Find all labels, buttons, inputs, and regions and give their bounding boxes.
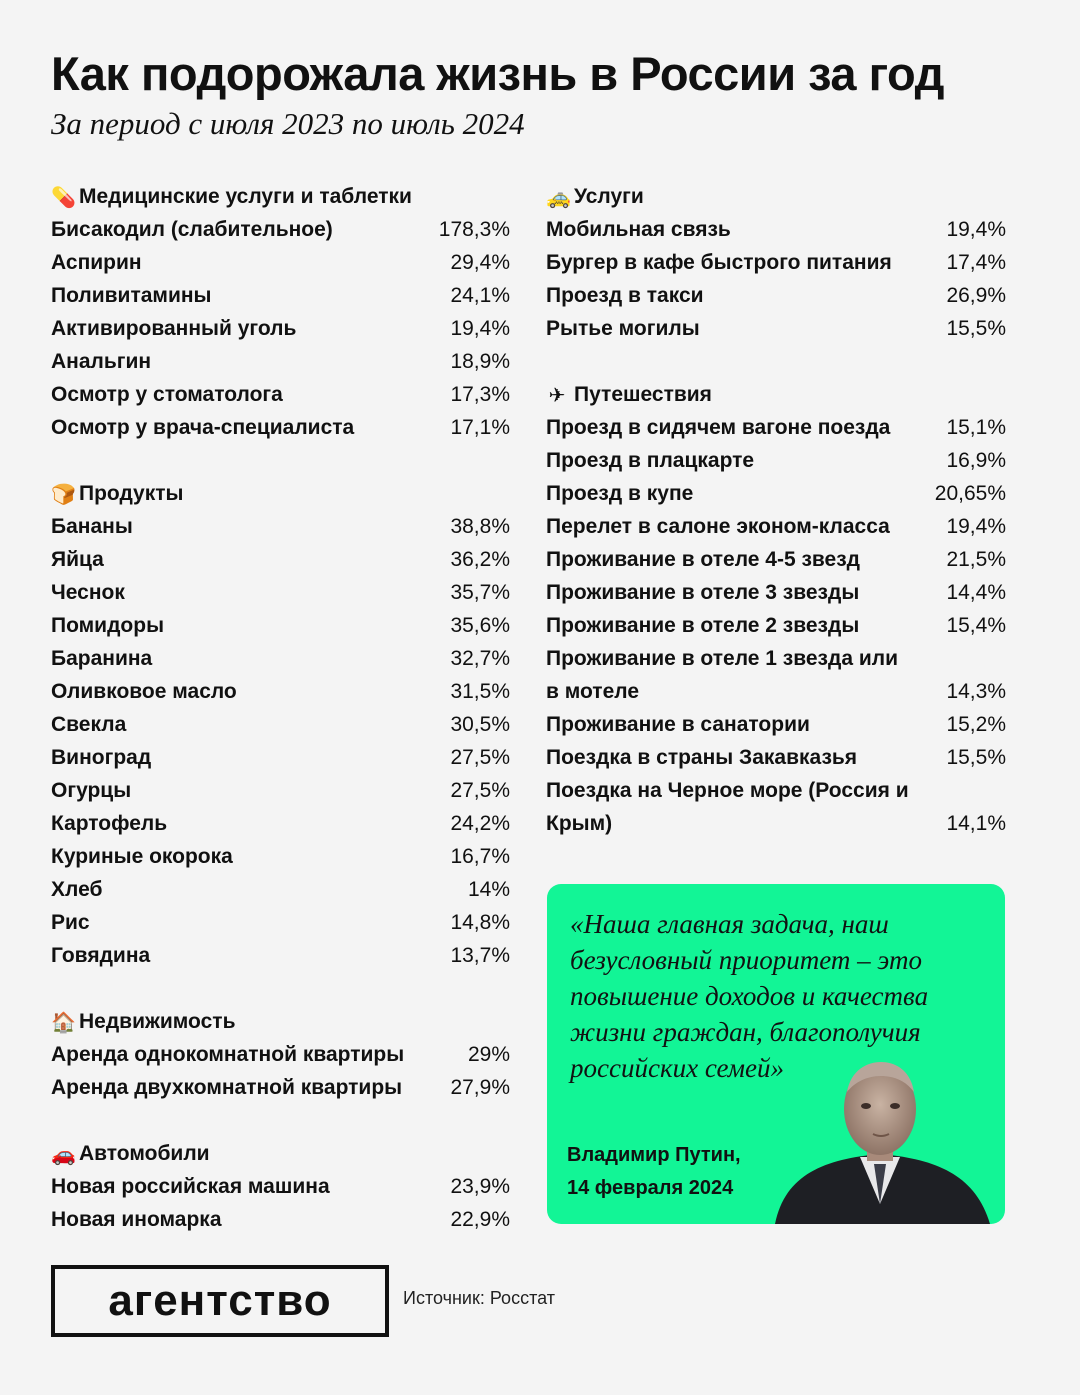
house-icon: 🏠 xyxy=(51,1009,76,1034)
item-value: 14% xyxy=(467,878,510,901)
list-item xyxy=(546,543,1006,576)
agency-logo: агентство xyxy=(51,1265,389,1337)
item-name: Оливковое масло xyxy=(51,680,237,703)
list-item xyxy=(51,840,510,873)
section-title: Автомобили xyxy=(79,1141,210,1165)
list-item xyxy=(51,543,510,576)
section-heading xyxy=(546,180,1006,213)
section-car xyxy=(51,1137,510,1236)
list-item xyxy=(51,1038,510,1071)
item-value: 29,4% xyxy=(450,251,510,274)
list-item xyxy=(546,741,1006,774)
list-item xyxy=(51,1203,510,1236)
item-name: Рис xyxy=(51,911,90,934)
section-heading xyxy=(51,180,510,213)
list-item xyxy=(51,939,510,972)
item-name: Баранина xyxy=(51,647,153,670)
item-value: 17,3% xyxy=(450,383,510,406)
page-title: Как подорожала жизнь в России за год xyxy=(51,47,944,100)
item-name: Говядина xyxy=(51,944,151,967)
list-item xyxy=(51,873,510,906)
item-value: 14,3% xyxy=(946,680,1006,703)
item-value: 29% xyxy=(467,1043,510,1066)
item-value: 35,7% xyxy=(450,581,510,604)
bread-icon: 🍞 xyxy=(51,481,76,506)
item-value: 19,4% xyxy=(450,317,510,340)
page-subtitle: За период с июля 2023 по июль 2024 xyxy=(51,106,525,141)
section-heading xyxy=(546,378,1006,411)
item-value: 36,2% xyxy=(450,548,510,571)
item-name: Проезд в такси xyxy=(546,284,704,307)
section-title: Медицинские услуги и таблетки xyxy=(79,184,412,208)
portrait-photo xyxy=(755,1054,1005,1224)
list-item xyxy=(51,411,510,444)
item-name: Картофель xyxy=(51,812,168,835)
item-name: Новая иномарка xyxy=(51,1208,222,1231)
section-house xyxy=(51,1005,510,1104)
item-name: Помидоры xyxy=(51,614,165,637)
list-item xyxy=(51,576,510,609)
item-value: 18,9% xyxy=(450,350,510,373)
list-item xyxy=(546,510,1006,543)
section-pill xyxy=(51,180,510,444)
section-title: Недвижимость xyxy=(79,1009,236,1033)
list-item xyxy=(546,708,1006,741)
item-value: 17,1% xyxy=(450,416,510,439)
item-value: 15,2% xyxy=(946,713,1006,736)
item-name: Свекла xyxy=(51,713,127,736)
item-value: 22,9% xyxy=(450,1208,510,1231)
item-name: Осмотр у врача-специалиста xyxy=(51,416,355,439)
item-value: 15,4% xyxy=(946,614,1006,637)
right-column xyxy=(546,180,1006,873)
list-item xyxy=(51,1071,510,1104)
list-item xyxy=(51,213,510,246)
item-name: Поездка в страны Закавказья xyxy=(546,746,858,769)
item-value: 32,7% xyxy=(450,647,510,670)
item-value: 19,4% xyxy=(946,515,1006,538)
item-name: Поливитамины xyxy=(51,284,212,307)
item-value: 19,4% xyxy=(946,218,1006,241)
item-name: Анальгин xyxy=(51,350,152,373)
item-name: Новая российская машина xyxy=(51,1175,330,1198)
item-name: Бисакодил (слабительное) xyxy=(51,218,333,241)
list-item xyxy=(51,378,510,411)
list-item xyxy=(546,609,1006,642)
car-icon: 🚗 xyxy=(51,1141,76,1166)
item-value: 14,1% xyxy=(946,812,1006,835)
airplane-icon: ✈ xyxy=(548,382,566,407)
item-name: Поездка на Черное море (Россия и Крым) xyxy=(546,779,909,835)
item-value: 27,5% xyxy=(450,779,510,802)
list-item xyxy=(51,279,510,312)
item-name: Аренда однокомнатной квартиры xyxy=(51,1043,405,1066)
list-item xyxy=(51,609,510,642)
quote-author: Владимир Путин, 14 февраля 2024 xyxy=(567,1144,741,1199)
item-value: 17,4% xyxy=(946,251,1006,274)
item-value: 24,1% xyxy=(450,284,510,307)
list-item xyxy=(546,477,1006,510)
section-heading xyxy=(51,1137,510,1170)
item-value: 15,1% xyxy=(946,416,1006,439)
item-name: Проживание в отеле 2 звезды xyxy=(546,614,860,637)
pill-icon: 💊 xyxy=(51,184,76,209)
item-value: 38,8% xyxy=(450,515,510,538)
list-item xyxy=(51,1170,510,1203)
item-value: 23,9% xyxy=(450,1175,510,1198)
item-name: Проживание в отеле 4-5 звезд xyxy=(546,548,860,571)
item-name: Куриные окорока xyxy=(51,845,233,868)
section-airplane xyxy=(546,378,1006,840)
list-item xyxy=(546,246,1006,279)
list-item xyxy=(51,510,510,543)
section-title: Продукты xyxy=(79,481,184,505)
item-value: 27,5% xyxy=(450,746,510,769)
item-name: Яйца xyxy=(51,548,104,571)
item-value: 24,2% xyxy=(450,812,510,835)
item-name: Проезд в сидячем вагоне поезда xyxy=(546,416,891,439)
section-title: Услуги xyxy=(574,184,644,208)
source-note: Источник: Росстат xyxy=(403,1288,555,1308)
item-name: Активированный уголь xyxy=(51,317,297,340)
item-value: 14,8% xyxy=(450,911,510,934)
list-item xyxy=(51,906,510,939)
section-heading xyxy=(51,1005,510,1038)
item-value: 16,9% xyxy=(946,449,1006,472)
section-title: Путешествия xyxy=(574,382,712,406)
item-value: 15,5% xyxy=(946,317,1006,340)
list-item xyxy=(546,411,1006,444)
item-name: Бананы xyxy=(51,515,133,538)
item-name: Осмотр у стоматолога xyxy=(51,383,283,406)
left-column xyxy=(51,180,510,1269)
list-item xyxy=(51,774,510,807)
section-heading xyxy=(51,477,510,510)
item-name: Перелет в салоне эконом-класса xyxy=(546,515,890,538)
section-taxi xyxy=(546,180,1006,345)
list-item xyxy=(51,741,510,774)
list-item xyxy=(546,774,1006,840)
list-item xyxy=(51,246,510,279)
item-value: 16,7% xyxy=(450,845,510,868)
item-value: 21,5% xyxy=(946,548,1006,571)
list-item xyxy=(51,642,510,675)
item-name: Виноград xyxy=(51,746,152,769)
item-name: Проживание в отеле 3 звезды xyxy=(546,581,860,604)
list-item xyxy=(546,279,1006,312)
list-item xyxy=(546,312,1006,345)
list-item xyxy=(51,345,510,378)
item-value: 35,6% xyxy=(450,614,510,637)
item-name: Аспирин xyxy=(51,251,142,274)
item-name: Огурцы xyxy=(51,779,132,802)
item-name: Рытье могилы xyxy=(546,317,700,340)
item-value: 15,5% xyxy=(946,746,1006,769)
item-name: Аренда двухкомнатной квартиры xyxy=(51,1076,403,1099)
item-value: 31,5% xyxy=(450,680,510,703)
section-bread xyxy=(51,477,510,972)
list-item xyxy=(546,642,1006,708)
item-name: Проживание в отеле 1 звезда или в мотеле xyxy=(546,647,898,703)
list-item xyxy=(546,576,1006,609)
quote-card xyxy=(547,884,1005,1224)
item-name: Проезд в плацкарте xyxy=(546,449,755,472)
list-item xyxy=(51,708,510,741)
item-value: 30,5% xyxy=(450,713,510,736)
item-value: 178,3% xyxy=(438,218,510,241)
item-name: Мобильная связь xyxy=(546,218,731,241)
item-value: 26,9% xyxy=(946,284,1006,307)
item-name: Чеснок xyxy=(51,581,125,604)
list-item xyxy=(51,675,510,708)
item-value: 13,7% xyxy=(450,944,510,967)
item-value: 14,4% xyxy=(946,581,1006,604)
list-item xyxy=(51,807,510,840)
quote-text: «Наша главная задача, наш безусловный приоритет – это повышение доходов и качества жизни граждан, благополучия российских семей» xyxy=(570,909,929,1083)
list-item xyxy=(546,444,1006,477)
list-item xyxy=(546,213,1006,246)
item-name: Хлеб xyxy=(51,878,103,901)
item-value: 20,65% xyxy=(934,482,1006,505)
item-name: Проезд в купе xyxy=(546,482,694,505)
item-value: 27,9% xyxy=(450,1076,510,1099)
list-item xyxy=(51,312,510,345)
taxi-icon: 🚕 xyxy=(546,184,571,209)
item-name: Проживание в санатории xyxy=(546,713,810,736)
item-name: Бургер в кафе быстрого питания xyxy=(546,251,892,274)
